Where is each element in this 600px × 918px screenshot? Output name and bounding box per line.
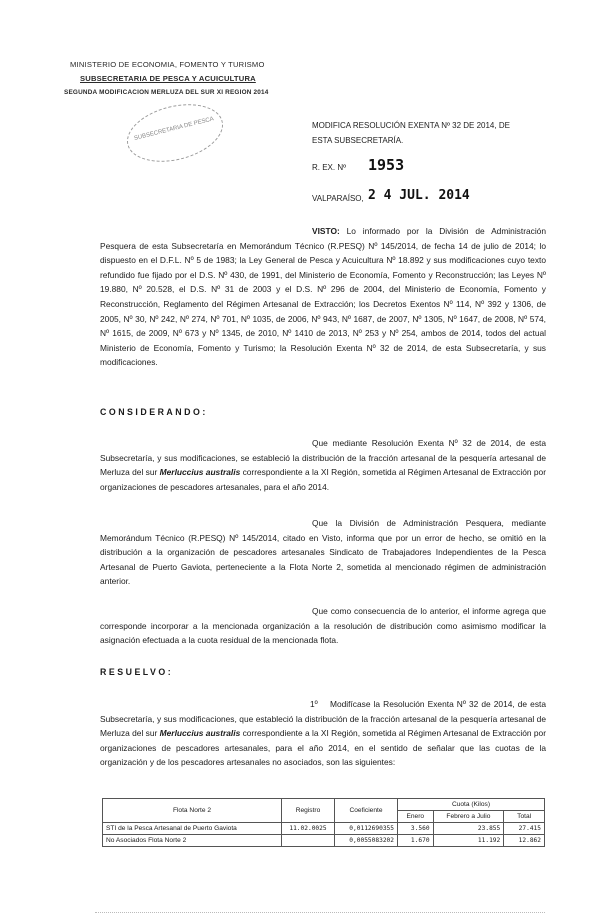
table-row bbox=[103, 823, 545, 835]
cell-febrero: 23.855 bbox=[433, 823, 504, 835]
considerando-paragraph-3: Que como consecuencia de lo anterior, el informe agrega que corresponde incorporar a la mencionada organización a la resolución de distribución como asimismo modificar la asignación efectuada a la cuota residual de la mencionada flota. bbox=[100, 606, 546, 646]
resolution-title-line1: MODIFICA RESOLUCIÓN EXENTA Nº 32 DE 2014, DE bbox=[312, 121, 510, 130]
cell-registro bbox=[282, 835, 335, 847]
cell-coeficiente: 0,0055083202 bbox=[335, 835, 398, 847]
cell-total: 12.862 bbox=[504, 835, 545, 847]
table-row bbox=[103, 835, 545, 847]
document-subtitle: SEGUNDA MODIFICACION MERLUZA DEL SUR XI REGION 2014 bbox=[64, 89, 269, 96]
official-stamp bbox=[121, 95, 229, 171]
col-header-cuota: Cuota (Kilos) bbox=[398, 799, 545, 811]
cell-registro: 11.02.0025 bbox=[282, 823, 335, 835]
cell-enero: 3.560 bbox=[398, 823, 434, 835]
col-header-flota: Flota Norte 2 bbox=[103, 799, 282, 823]
resolution-title-line2: ESTA SUBSECRETARÍA. bbox=[312, 136, 404, 145]
col-header-enero: Enero bbox=[398, 811, 434, 823]
cell-coeficiente: 0,0112690355 bbox=[335, 823, 398, 835]
species-name: Merluccius australis bbox=[159, 467, 241, 478]
col-header-total: Total bbox=[504, 811, 545, 823]
visto-label: VISTO: bbox=[312, 226, 340, 236]
subsecretaria-name: SUBSECRETARIA DE PESCA Y ACUICULTURA bbox=[80, 74, 256, 83]
cell-total: 27.415 bbox=[504, 823, 545, 835]
ministry-name: MINISTERIO DE ECONOMIA, FOMENTO Y TURISMO bbox=[70, 60, 265, 69]
col-header-febrero: Febrero a Julio bbox=[433, 811, 504, 823]
visto-paragraph bbox=[100, 224, 546, 370]
considerando-heading: CONSIDERANDO: bbox=[100, 407, 208, 417]
resuelvo-p1-text-a: Modifícase la Resolución Exenta Nº 32 de 2014, de esta Subsecretaría, y sus modificaciones, que estableció la distribución de la fracción artesanal de la pesquería artesanal de Merluza del sur bbox=[100, 699, 546, 739]
species-name: Merluccius australis bbox=[159, 728, 241, 739]
resuelvo-paragraph-1 bbox=[100, 697, 546, 770]
page-edge-divider bbox=[95, 912, 545, 914]
cell-flota: STI de la Pesca Artesanal de Puerto Gaviota bbox=[103, 823, 282, 835]
considerando-paragraph-1 bbox=[100, 436, 546, 494]
cell-flota: No Asociados Flota Norte 2 bbox=[103, 835, 282, 847]
resuelvo-item-number: 1º bbox=[310, 699, 318, 709]
resuelvo-p1-text-b: correspondiente a la XI Región, sometida al Régimen Artesanal de Extracción por organizaciones de pescadores artesanales, para el año 2014, en el sentido de señalar que las cuotas de la organización y de los pescadores artesanales no asociados, son las siguientes: bbox=[100, 728, 546, 768]
rex-label: R. EX. Nº bbox=[312, 163, 347, 172]
stamp-text: SUBSECRETARIA DE PESCA bbox=[133, 116, 215, 142]
resolution-date: 2 4 JUL. 2014 bbox=[368, 188, 470, 203]
visto-text: Lo informado por la División de Administración Pesquera de esta Subsecretaría en Memorándum Técnico (R.PESQ) Nº 145/2014, de fecha 14 de julio de 2014; lo dispuesto en el D.F.L. Nº 5 de 1983; la Ley General de Pesca y Acuicultura Nº 18.892 y sus modificaciones cuyo texto refundido fue fijado por el D.S. Nº 430, de 1991, del Ministerio de Economía, Fomento y Reconstrucción; las Leyes Nº 19.880, Nº 20.528, el D.S. Nº 31 de 2003 y el D.S. Nº 296 de 2004, del Ministerio de Economía, Fomento y Reconstrucción, Reglamento del Régimen Artesanal de Extracción; los Decretos Exentos Nº 114, Nº 392 y 1306, de 2005, Nº 30, Nº 242, Nº 274, Nº 701, Nº 1035, de 2006, Nº 943, Nº 1687, de 2007, Nº 1305, Nº 1647, de 2008, Nº 574, Nº 1615, de 2009, Nº 673 y Nº 1345, de 2010, Nº 1410 de 2013, Nº 253 y Nº 254, ambos de 2014, todos del actual Ministerio de Economía, Fomento y Turismo; la Resolución Exenta Nº 32 de 2014, de esta Subsecretaría, y sus modificaciones. bbox=[100, 226, 546, 368]
cell-febrero: 11.192 bbox=[433, 835, 504, 847]
considerando-p1-text-b: correspondiente a la XI Región, sometida al Régimen Artesanal de Extracción por organizaciones de pescadores artesanales, para el año 2014. bbox=[100, 467, 546, 492]
resuelvo-heading: RESUELVO: bbox=[100, 667, 174, 677]
considerando-paragraph-2: Que la División de Administración Pesquera, mediante Memorándum Técnico (R.PESQ) Nº 145/2014, citado en Visto, informa que por un error de hecho, se omitió en la distribución a la organización de pescadores artesanales Sindicato de Trabajadores Independientes de la Pesca Artesanal de Puerto Gaviota, perteneciente a la Flota Norte 2, sometida al mencionado régimen de administración anterior. bbox=[100, 518, 546, 587]
place-label: VALPARAÍSO, bbox=[312, 194, 364, 203]
cell-enero: 1.670 bbox=[398, 835, 434, 847]
quota-table bbox=[102, 798, 545, 847]
rex-number: 1953 bbox=[368, 156, 405, 174]
considerando-p1-text-a: Que mediante Resolución Exenta Nº 32 de 2014, de esta Subsecretaría, y sus modificaciones, se estableció la distribución de la fracción artesanal de la pesquería artesanal de Merluza del sur bbox=[100, 438, 546, 478]
col-header-registro: Registro bbox=[282, 799, 335, 823]
col-header-coeficiente: Coeficiente bbox=[335, 799, 398, 823]
